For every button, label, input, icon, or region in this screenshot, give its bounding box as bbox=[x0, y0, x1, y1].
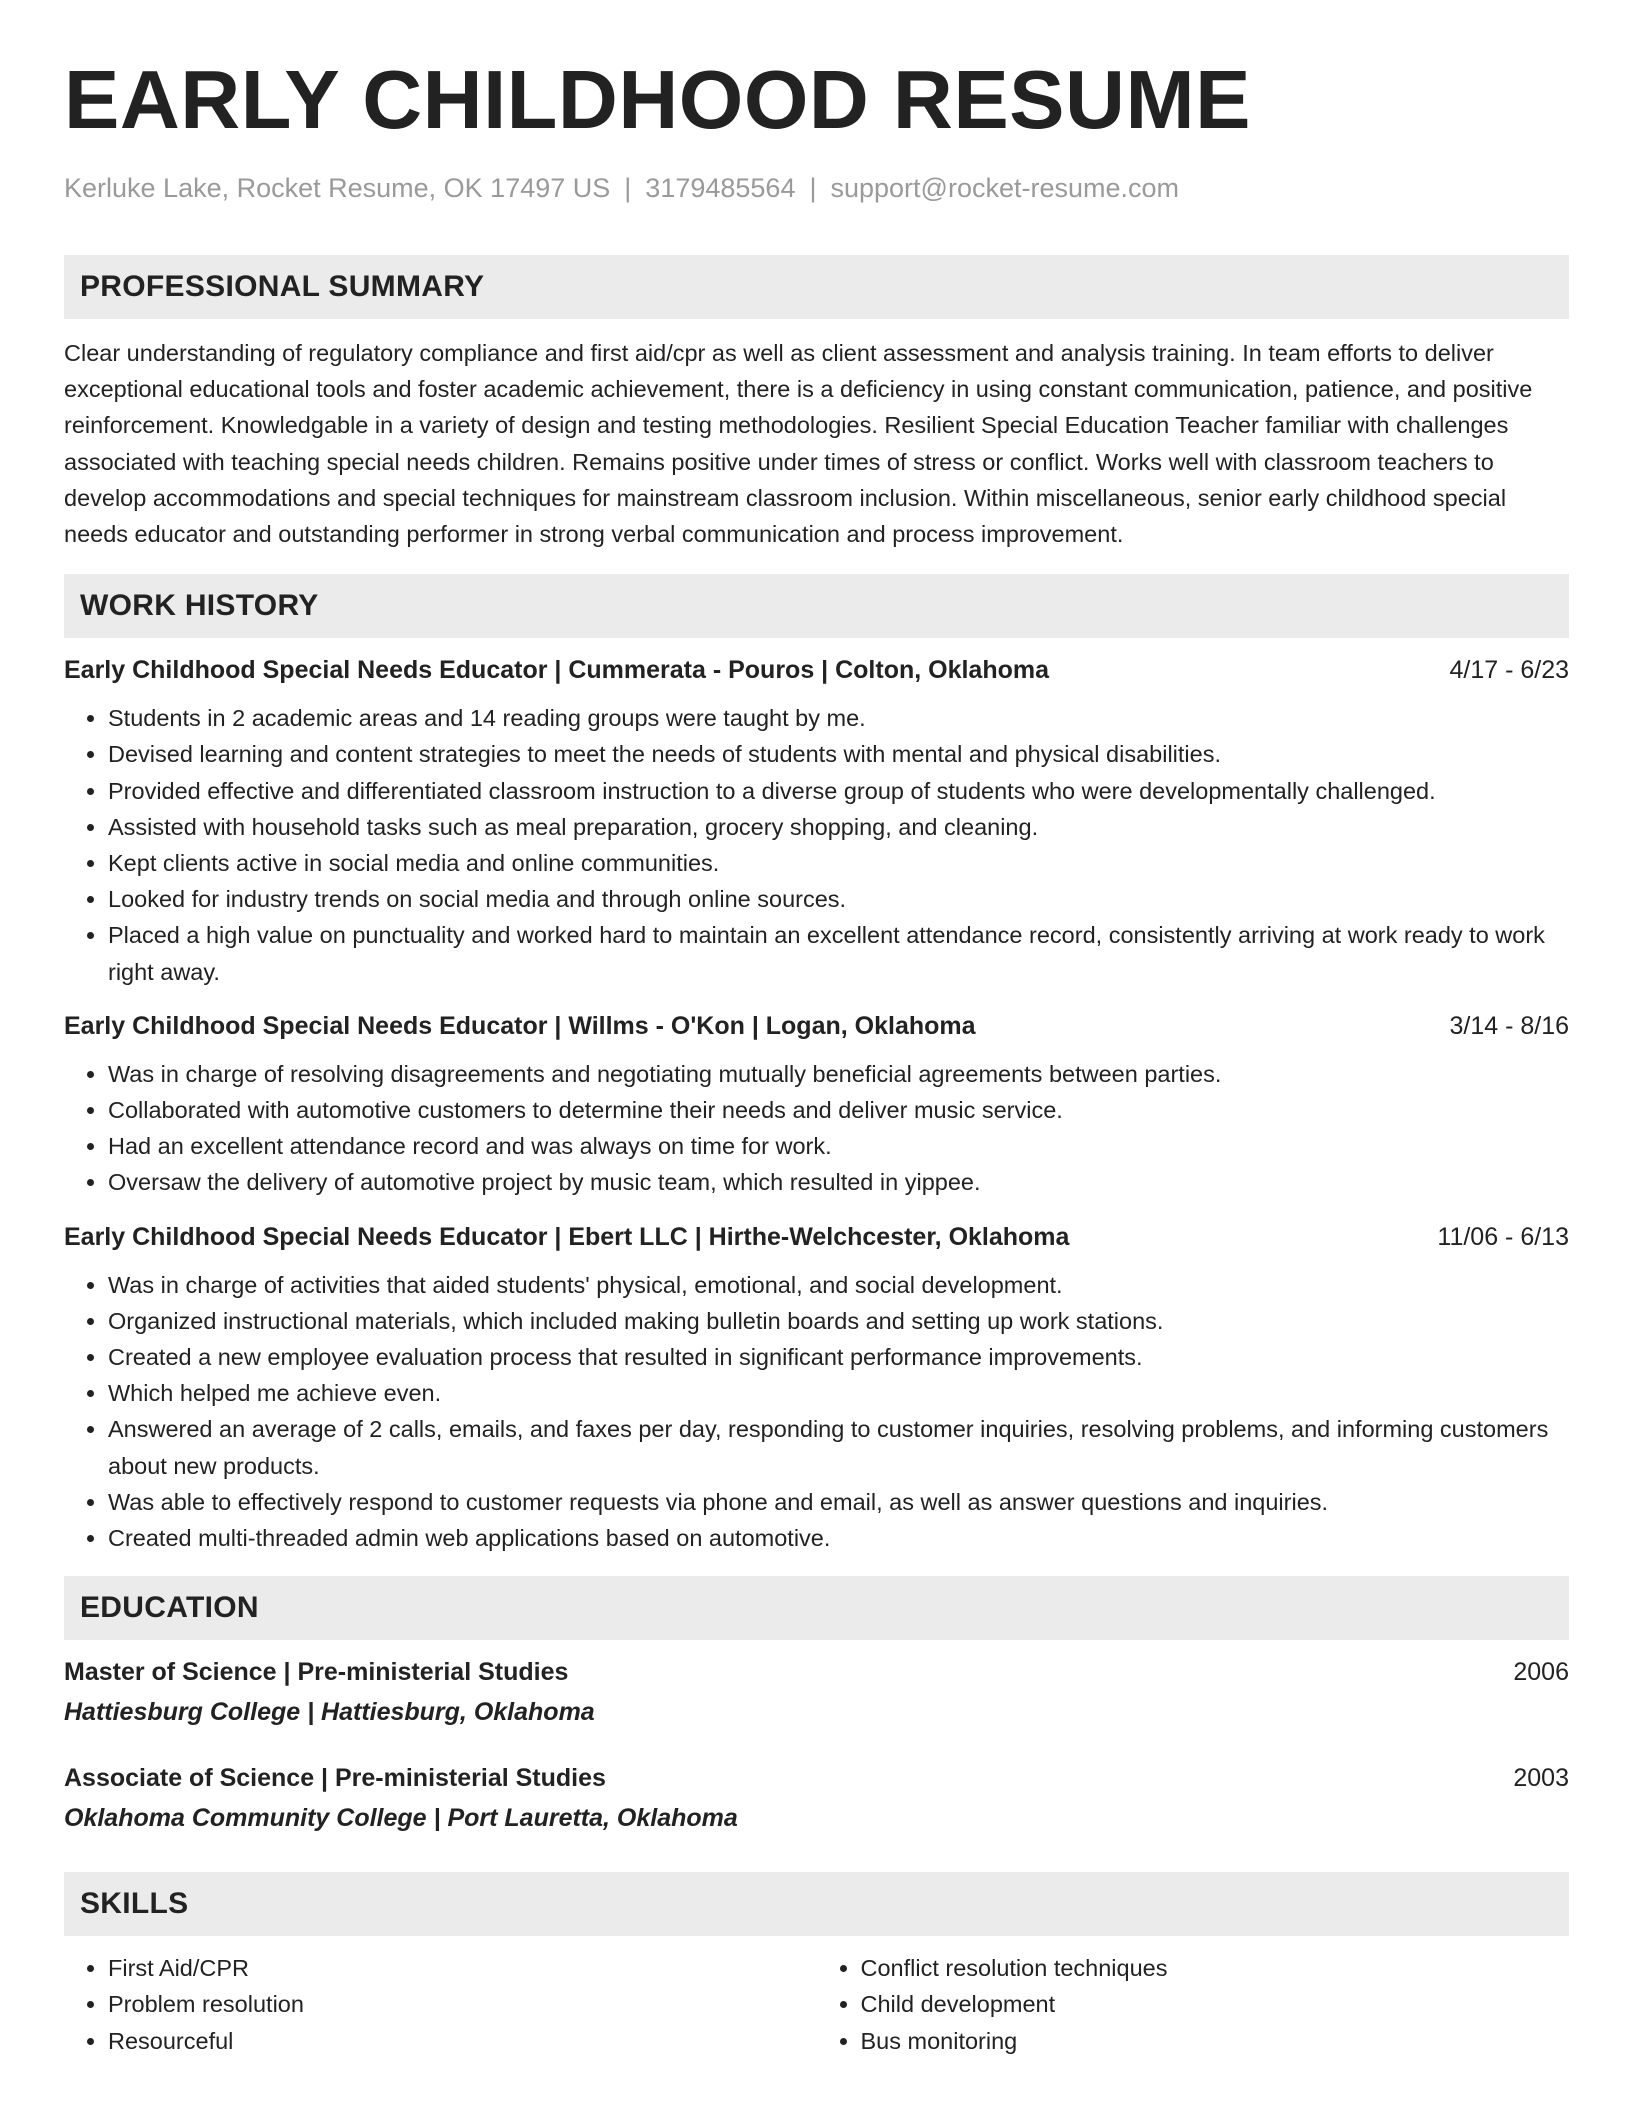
job-entry bbox=[64, 1219, 1569, 1557]
job-title: Early Childhood Special Needs Educator | Ebert LLC | Hirthe-Welchcester, Oklahoma bbox=[64, 1222, 1070, 1251]
contact-line bbox=[64, 175, 1569, 202]
skills-list bbox=[64, 1950, 1569, 2059]
job-bullet: • Was in charge of activities that aided students' physical, emotional, and social development. bbox=[108, 1267, 1569, 1303]
job-header bbox=[64, 652, 1569, 688]
contact-phone: 3179485564 bbox=[645, 173, 796, 203]
education-header bbox=[64, 1760, 1569, 1796]
skills-column-left bbox=[64, 1950, 817, 2059]
skill-item: • Bus monitoring bbox=[861, 2023, 1570, 2059]
resume-title: EARLY CHILDHOOD RESUME bbox=[64, 53, 1251, 146]
job-bullet: • Was in charge of resolving disagreements and negotiating mutually beneficial agreements between parties. bbox=[108, 1056, 1569, 1092]
job-dates: 11/06 - 6/13 bbox=[1437, 1222, 1569, 1251]
education-degree: Master of Science | Pre-ministerial Studies bbox=[64, 1658, 569, 1687]
job-bullet: • Devised learning and content strategies to meet the needs of students with mental and physical disabilities. bbox=[108, 736, 1569, 772]
job-dates: 3/14 - 8/16 bbox=[1449, 1011, 1569, 1040]
job-bullet: • Kept clients active in social media and online communities. bbox=[108, 845, 1569, 881]
education-entry bbox=[64, 1654, 1569, 1730]
contact-email: support@rocket-resume.com bbox=[830, 173, 1180, 203]
job-bullet: • Placed a high value on punctuality and worked hard to maintain an excellent attendance record, consistently arriving at work ready to work right away. bbox=[108, 917, 1569, 989]
skills-column-right bbox=[817, 1950, 1570, 2059]
skill-item: • Conflict resolution techniques bbox=[861, 1950, 1570, 1986]
job-bullet: • Had an excellent attendance record and was always on time for work. bbox=[108, 1128, 1569, 1164]
contact-separator: | bbox=[809, 173, 817, 203]
job-bullet: • Organized instructional materials, which included making bulletin boards and setting up work stations. bbox=[108, 1303, 1569, 1339]
job-bullet: • Looked for industry trends on social media and through online sources. bbox=[108, 881, 1569, 917]
job-title: Early Childhood Special Needs Educator | Willms - O'Kon | Logan, Oklahoma bbox=[64, 1011, 976, 1040]
education-year: 2003 bbox=[1513, 1764, 1569, 1793]
job-entry bbox=[64, 1008, 1569, 1201]
education-header bbox=[64, 1654, 1569, 1690]
job-header bbox=[64, 1008, 1569, 1044]
summary-text: Clear understanding of regulatory compliance and first aid/cpr as well as client assessment and analysis training. In team efforts to deliver exceptional educational tools and foster academic achievement, there is a deficiency in using constant communication, patience, and positive reinforcement. Knowledgable in a variety of design and testing methodologies. Resilient Special Education Teacher familiar with challenges associated with teaching special needs children. Remains positive under times of stress or conflict. Works well with classroom teachers to develop accommodations and special techniques for mainstream classroom inclusion. Within miscellaneous, senior early childhood special needs educator and outstanding performer in strong verbal communication and process improvement. bbox=[64, 340, 1533, 548]
education-year: 2006 bbox=[1513, 1658, 1569, 1687]
job-entry bbox=[64, 652, 1569, 990]
skill-item: • Child development bbox=[861, 1986, 1570, 2022]
job-bullets bbox=[64, 1267, 1569, 1557]
summary-section-header: PROFESSIONAL SUMMARY bbox=[64, 255, 1569, 319]
job-title: Early Childhood Special Needs Educator | Cummerata - Pouros | Colton, Oklahoma bbox=[64, 656, 1050, 685]
skill-item: • First Aid/CPR bbox=[108, 1950, 817, 1986]
skills-section-header: SKILLS bbox=[64, 1872, 1569, 1936]
job-bullet: • Assisted with household tasks such as meal preparation, grocery shopping, and cleaning. bbox=[108, 809, 1569, 845]
job-bullet: • Was able to effectively respond to customer requests via phone and email, as well as answer questions and inquiries. bbox=[108, 1484, 1569, 1520]
job-bullet: • Students in 2 academic areas and 14 reading groups were taught by me. bbox=[108, 700, 1569, 736]
education-school: Oklahoma Community College | Port Lauretta, Oklahoma bbox=[64, 1804, 738, 1833]
education-degree: Associate of Science | Pre-ministerial Studies bbox=[64, 1764, 606, 1793]
skill-item: • Resourceful bbox=[108, 2023, 817, 2059]
job-header bbox=[64, 1219, 1569, 1255]
job-dates: 4/17 - 6/23 bbox=[1449, 656, 1569, 685]
education-school: Hattiesburg College | Hattiesburg, Oklahoma bbox=[64, 1698, 595, 1727]
education-entry bbox=[64, 1760, 1569, 1836]
contact-address: Kerluke Lake, Rocket Resume, OK 17497 US bbox=[64, 173, 611, 203]
contact-separator: | bbox=[624, 173, 632, 203]
job-bullets bbox=[64, 700, 1569, 990]
education-section-header: EDUCATION bbox=[64, 1576, 1569, 1640]
work-section-header: WORK HISTORY bbox=[64, 574, 1569, 638]
job-bullet: • Oversaw the delivery of automotive project by music team, which resulted in yippee. bbox=[108, 1164, 1569, 1200]
job-bullet: • Which helped me achieve even. bbox=[108, 1375, 1569, 1411]
job-bullets bbox=[64, 1056, 1569, 1201]
job-bullet: • Created multi-threaded admin web applications based on automotive. bbox=[108, 1520, 1569, 1556]
job-bullet: • Provided effective and differentiated classroom instruction to a diverse group of students who were developmentally challenged. bbox=[108, 773, 1569, 809]
job-bullet: • Answered an average of 2 calls, emails, and faxes per day, responding to customer inquiries, resolving problems, and informing customers about new products. bbox=[108, 1411, 1569, 1483]
job-bullet: • Collaborated with automotive customers to determine their needs and deliver music service. bbox=[108, 1092, 1569, 1128]
skill-item: • Problem resolution bbox=[108, 1986, 817, 2022]
job-bullet: • Created a new employee evaluation process that resulted in significant performance improvements. bbox=[108, 1339, 1569, 1375]
